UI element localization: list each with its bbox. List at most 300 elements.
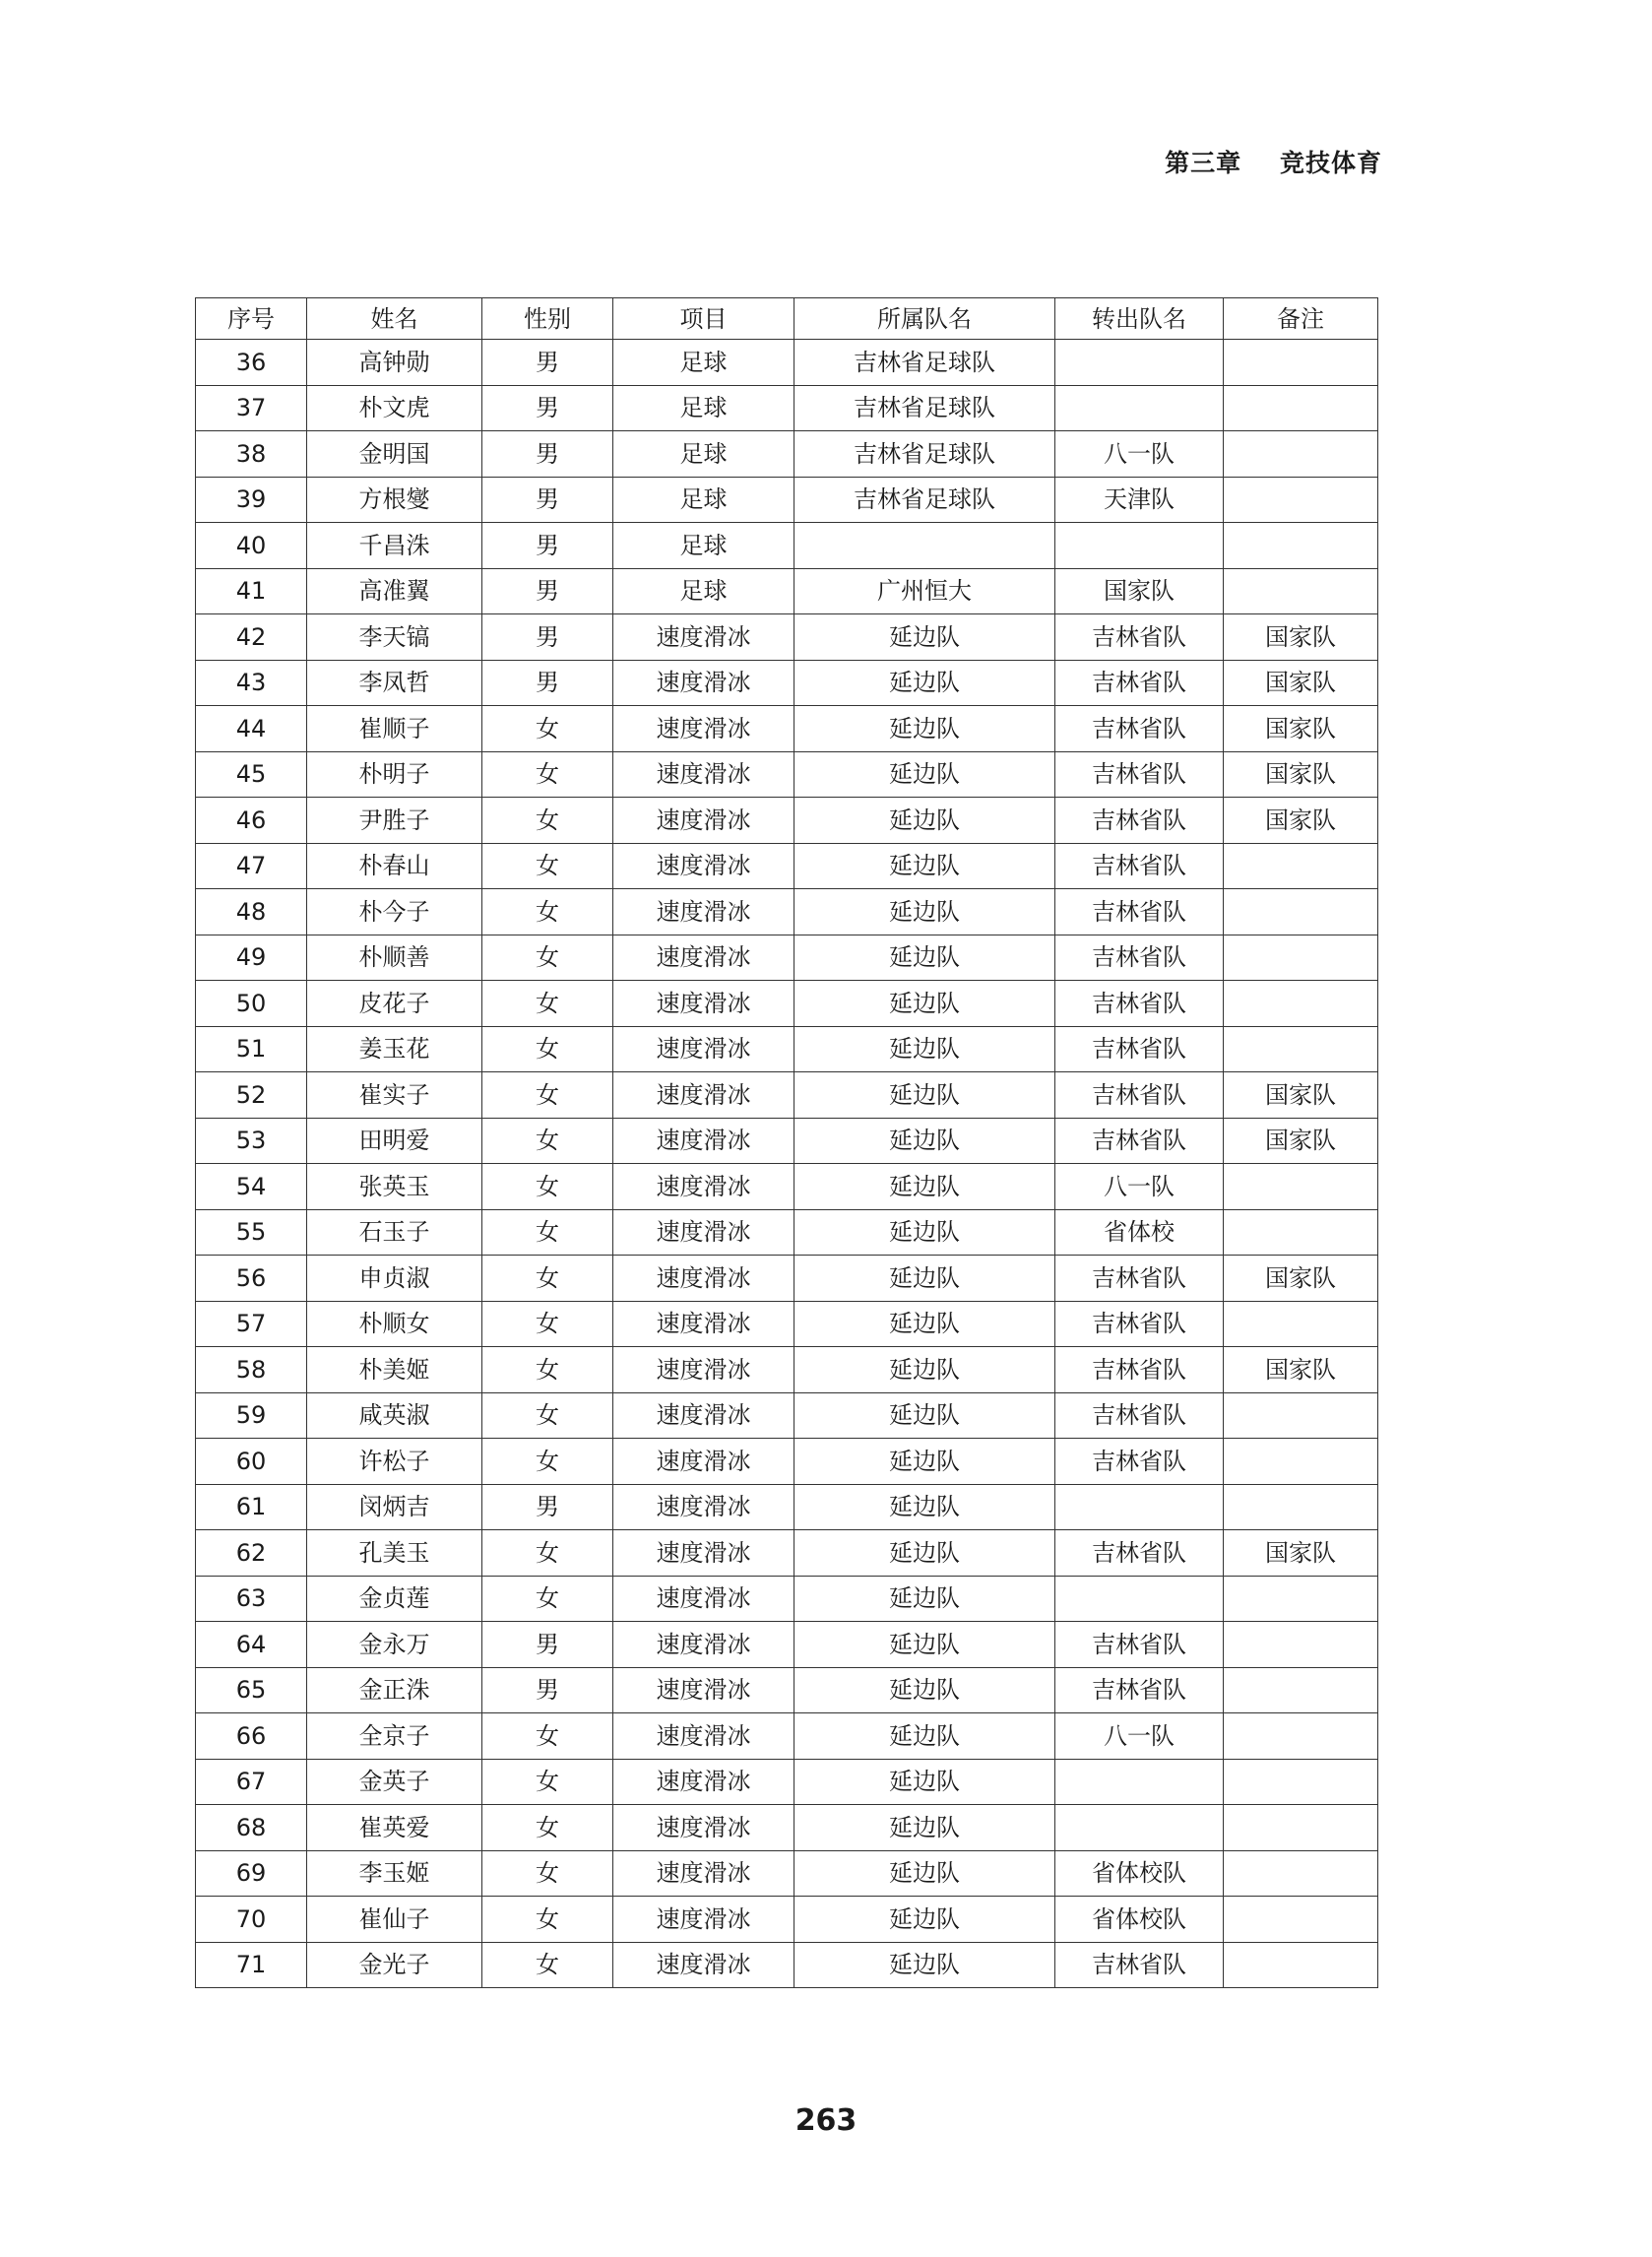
table-cell: 张英玉 xyxy=(307,1164,482,1210)
table-cell: 女 xyxy=(482,1347,613,1393)
table-cell: 速度滑冰 xyxy=(613,1118,794,1164)
table-cell: 女 xyxy=(482,1897,613,1943)
table-row xyxy=(196,843,1378,889)
table-cell: 65 xyxy=(196,1667,307,1713)
table-cell: 延边队 xyxy=(794,798,1055,844)
table-cell: 广州恒大 xyxy=(794,568,1055,614)
table-cell: 皮花子 xyxy=(307,981,482,1027)
table-cell: 延边队 xyxy=(794,1026,1055,1072)
column-header: 姓名 xyxy=(307,298,482,340)
table-cell: 55 xyxy=(196,1209,307,1256)
table-cell: 朴文虎 xyxy=(307,385,482,431)
table-cell: 女 xyxy=(482,1530,613,1577)
table-cell: 速度滑冰 xyxy=(613,1759,794,1805)
table-cell: 47 xyxy=(196,843,307,889)
table-row xyxy=(196,431,1378,478)
table-cell: 国家队 xyxy=(1224,1072,1378,1119)
table-cell: 女 xyxy=(482,1439,613,1485)
table-cell: 男 xyxy=(482,1622,613,1668)
table-cell: 许松子 xyxy=(307,1439,482,1485)
table-cell: 66 xyxy=(196,1713,307,1760)
table-header xyxy=(196,298,1378,340)
table-cell: 八一队 xyxy=(1055,431,1224,478)
table-row xyxy=(196,1392,1378,1439)
table-cell xyxy=(1224,1576,1378,1622)
table-row xyxy=(196,1897,1378,1943)
table-cell: 申贞淑 xyxy=(307,1256,482,1302)
table-cell: 女 xyxy=(482,751,613,798)
table-cell: 延边队 xyxy=(794,1759,1055,1805)
table-cell: 男 xyxy=(482,568,613,614)
table-cell: 吉林省队 xyxy=(1055,935,1224,981)
table-header-row xyxy=(196,298,1378,340)
section-title: 竞技体育 xyxy=(1279,149,1382,177)
table-cell: 延边队 xyxy=(794,1347,1055,1393)
table-cell: 速度滑冰 xyxy=(613,1713,794,1760)
table-cell: 69 xyxy=(196,1850,307,1897)
table-cell: 省体校 xyxy=(1055,1209,1224,1256)
table-cell xyxy=(1224,1301,1378,1347)
table-cell: 国家队 xyxy=(1055,568,1224,614)
table-row xyxy=(196,1576,1378,1622)
table-cell: 朴美姬 xyxy=(307,1347,482,1393)
table-cell: 37 xyxy=(196,385,307,431)
table-cell: 姜玉花 xyxy=(307,1026,482,1072)
table-cell: 延边队 xyxy=(794,1667,1055,1713)
table-cell: 59 xyxy=(196,1392,307,1439)
table-cell: 女 xyxy=(482,1026,613,1072)
table-cell: 延边队 xyxy=(794,1072,1055,1119)
table-cell: 女 xyxy=(482,1713,613,1760)
table-cell: 女 xyxy=(482,889,613,935)
table-cell: 国家队 xyxy=(1224,706,1378,752)
table-cell: 女 xyxy=(482,1164,613,1210)
table-cell: 速度滑冰 xyxy=(613,1942,794,1988)
table-cell: 速度滑冰 xyxy=(613,1164,794,1210)
table-cell: 女 xyxy=(482,1805,613,1851)
table-cell: 速度滑冰 xyxy=(613,889,794,935)
table-cell: 速度滑冰 xyxy=(613,1805,794,1851)
table-cell: 速度滑冰 xyxy=(613,1439,794,1485)
column-header: 所属队名 xyxy=(794,298,1055,340)
table-cell: 延边队 xyxy=(794,1164,1055,1210)
table-cell: 延边队 xyxy=(794,1897,1055,1943)
table-cell: 吉林省队 xyxy=(1055,751,1224,798)
table-cell: 国家队 xyxy=(1224,1256,1378,1302)
table-cell: 女 xyxy=(482,1576,613,1622)
table-cell xyxy=(1224,477,1378,523)
athlete-table xyxy=(195,297,1378,1988)
table-cell: 女 xyxy=(482,1072,613,1119)
table-cell: 石玉子 xyxy=(307,1209,482,1256)
table-cell: 金英子 xyxy=(307,1759,482,1805)
table-cell: 闵炳吉 xyxy=(307,1484,482,1530)
table-cell xyxy=(1224,568,1378,614)
table-cell: 足球 xyxy=(613,431,794,478)
table-cell: 延边队 xyxy=(794,706,1055,752)
table-cell xyxy=(1055,523,1224,569)
table-cell: 吉林省足球队 xyxy=(794,431,1055,478)
table-cell: 男 xyxy=(482,660,613,706)
table-cell xyxy=(1224,1897,1378,1943)
table-cell: 速度滑冰 xyxy=(613,1392,794,1439)
table-cell: 46 xyxy=(196,798,307,844)
table-cell: 吉林省队 xyxy=(1055,981,1224,1027)
table-cell xyxy=(1055,1805,1224,1851)
table-cell xyxy=(1055,1759,1224,1805)
table-cell: 延边队 xyxy=(794,1256,1055,1302)
page-header xyxy=(1165,144,1382,179)
table-row xyxy=(196,1530,1378,1577)
table-cell: 男 xyxy=(482,385,613,431)
table-cell: 女 xyxy=(482,981,613,1027)
table-cell: 男 xyxy=(482,477,613,523)
table-cell: 速度滑冰 xyxy=(613,751,794,798)
table-cell xyxy=(1224,385,1378,431)
table-cell: 女 xyxy=(482,1301,613,1347)
table-cell: 男 xyxy=(482,1484,613,1530)
table-row xyxy=(196,1347,1378,1393)
table-cell: 速度滑冰 xyxy=(613,1256,794,1302)
table-cell: 李天镐 xyxy=(307,614,482,661)
table-cell: 吉林省队 xyxy=(1055,798,1224,844)
table-row xyxy=(196,385,1378,431)
table-cell: 女 xyxy=(482,1256,613,1302)
table-cell: 吉林省队 xyxy=(1055,1530,1224,1577)
table-cell: 速度滑冰 xyxy=(613,1667,794,1713)
table-cell: 48 xyxy=(196,889,307,935)
table-cell xyxy=(1224,1439,1378,1485)
table-cell: 71 xyxy=(196,1942,307,1988)
table-cell: 53 xyxy=(196,1118,307,1164)
table-cell: 足球 xyxy=(613,523,794,569)
table-row xyxy=(196,1439,1378,1485)
table-cell xyxy=(1055,1576,1224,1622)
chapter-title: 第三章 xyxy=(1165,149,1242,177)
table-cell: 速度滑冰 xyxy=(613,706,794,752)
table-cell: 崔仙子 xyxy=(307,1897,482,1943)
table-cell: 38 xyxy=(196,431,307,478)
table-cell: 孔美玉 xyxy=(307,1530,482,1577)
table-cell: 朴春山 xyxy=(307,843,482,889)
table-cell: 天津队 xyxy=(1055,477,1224,523)
table-cell xyxy=(1224,1667,1378,1713)
table-cell xyxy=(1224,1392,1378,1439)
table-cell: 女 xyxy=(482,706,613,752)
table-cell: 54 xyxy=(196,1164,307,1210)
table-cell: 56 xyxy=(196,1256,307,1302)
table-row xyxy=(196,1850,1378,1897)
table-cell: 43 xyxy=(196,660,307,706)
table-cell: 39 xyxy=(196,477,307,523)
column-header: 备注 xyxy=(1224,298,1378,340)
table-row xyxy=(196,1209,1378,1256)
table-cell: 吉林省足球队 xyxy=(794,477,1055,523)
table-cell: 咸英淑 xyxy=(307,1392,482,1439)
table-cell: 朴今子 xyxy=(307,889,482,935)
table-cell: 吉林省队 xyxy=(1055,1439,1224,1485)
table-cell xyxy=(1224,523,1378,569)
table-cell: 延边队 xyxy=(794,1392,1055,1439)
table-cell: 李玉姬 xyxy=(307,1850,482,1897)
table-cell xyxy=(1055,1484,1224,1530)
table-cell: 速度滑冰 xyxy=(613,1026,794,1072)
table-cell: 45 xyxy=(196,751,307,798)
table-cell: 62 xyxy=(196,1530,307,1577)
table-cell xyxy=(1224,340,1378,386)
table-cell xyxy=(1224,981,1378,1027)
table-cell: 男 xyxy=(482,431,613,478)
table-cell: 吉林省队 xyxy=(1055,889,1224,935)
table-cell xyxy=(1055,385,1224,431)
table-cell: 吉林省队 xyxy=(1055,1118,1224,1164)
table-cell: 42 xyxy=(196,614,307,661)
table-cell: 41 xyxy=(196,568,307,614)
table-cell: 延边队 xyxy=(794,1484,1055,1530)
table-cell: 延边队 xyxy=(794,1301,1055,1347)
table-cell: 速度滑冰 xyxy=(613,981,794,1027)
table-cell: 足球 xyxy=(613,385,794,431)
table-cell: 男 xyxy=(482,340,613,386)
table-cell: 延边队 xyxy=(794,1530,1055,1577)
table-body xyxy=(196,340,1378,1988)
table-cell xyxy=(1224,431,1378,478)
column-header: 转出队名 xyxy=(1055,298,1224,340)
table-cell: 崔实子 xyxy=(307,1072,482,1119)
table-cell: 速度滑冰 xyxy=(613,1850,794,1897)
table-cell: 52 xyxy=(196,1072,307,1119)
table-row xyxy=(196,935,1378,981)
table-cell: 女 xyxy=(482,1209,613,1256)
table-cell xyxy=(1224,1850,1378,1897)
table-cell xyxy=(1224,1164,1378,1210)
table-cell: 金明国 xyxy=(307,431,482,478)
table-cell: 吉林省队 xyxy=(1055,1347,1224,1393)
table-cell: 70 xyxy=(196,1897,307,1943)
table-row xyxy=(196,889,1378,935)
table-cell: 高准翼 xyxy=(307,568,482,614)
table-cell xyxy=(1224,843,1378,889)
table-cell: 吉林省足球队 xyxy=(794,340,1055,386)
table-row xyxy=(196,751,1378,798)
table-cell: 速度滑冰 xyxy=(613,614,794,661)
table-cell: 速度滑冰 xyxy=(613,1301,794,1347)
table-cell: 国家队 xyxy=(1224,614,1378,661)
table-cell: 延边队 xyxy=(794,1439,1055,1485)
table-cell: 吉林省队 xyxy=(1055,1256,1224,1302)
table-cell: 速度滑冰 xyxy=(613,1897,794,1943)
table-cell: 延边队 xyxy=(794,751,1055,798)
table-cell: 速度滑冰 xyxy=(613,1530,794,1577)
table-cell: 金永万 xyxy=(307,1622,482,1668)
table-cell: 68 xyxy=(196,1805,307,1851)
table-cell: 40 xyxy=(196,523,307,569)
table-row xyxy=(196,523,1378,569)
table-cell: 国家队 xyxy=(1224,1347,1378,1393)
table-cell: 延边队 xyxy=(794,1622,1055,1668)
table-cell: 延边队 xyxy=(794,1118,1055,1164)
table-cell: 国家队 xyxy=(1224,660,1378,706)
table-cell: 速度滑冰 xyxy=(613,798,794,844)
table-cell xyxy=(1224,1622,1378,1668)
table-cell xyxy=(1224,1484,1378,1530)
table-cell: 李凤哲 xyxy=(307,660,482,706)
table-cell: 崔英爱 xyxy=(307,1805,482,1851)
table-row xyxy=(196,614,1378,661)
table-cell: 延边队 xyxy=(794,1850,1055,1897)
table-cell: 国家队 xyxy=(1224,751,1378,798)
table-cell xyxy=(1224,1713,1378,1760)
table-row xyxy=(196,1164,1378,1210)
table-cell: 延边队 xyxy=(794,660,1055,706)
table-row xyxy=(196,1301,1378,1347)
table-cell: 延边队 xyxy=(794,1209,1055,1256)
table-cell xyxy=(1224,889,1378,935)
table-cell xyxy=(1055,340,1224,386)
table-row xyxy=(196,1759,1378,1805)
table-row xyxy=(196,1118,1378,1164)
table-cell xyxy=(1224,1759,1378,1805)
table-row xyxy=(196,981,1378,1027)
table-cell: 田明爱 xyxy=(307,1118,482,1164)
table-row xyxy=(196,1484,1378,1530)
table-cell: 尹胜子 xyxy=(307,798,482,844)
table-row xyxy=(196,660,1378,706)
table-cell: 64 xyxy=(196,1622,307,1668)
table-row xyxy=(196,1072,1378,1119)
table-cell: 速度滑冰 xyxy=(613,843,794,889)
table-cell: 足球 xyxy=(613,340,794,386)
table-cell: 方根燮 xyxy=(307,477,482,523)
table-cell: 延边队 xyxy=(794,981,1055,1027)
table-cell: 女 xyxy=(482,1392,613,1439)
table-cell: 吉林省队 xyxy=(1055,706,1224,752)
table-cell: 吉林省队 xyxy=(1055,1026,1224,1072)
table-cell: 速度滑冰 xyxy=(613,660,794,706)
table-cell: 足球 xyxy=(613,477,794,523)
table-cell: 44 xyxy=(196,706,307,752)
table-cell: 女 xyxy=(482,1942,613,1988)
table-cell: 金贞莲 xyxy=(307,1576,482,1622)
table-cell: 速度滑冰 xyxy=(613,1209,794,1256)
table-cell: 男 xyxy=(482,1667,613,1713)
table-cell: 36 xyxy=(196,340,307,386)
table-cell: 速度滑冰 xyxy=(613,1484,794,1530)
table-cell: 女 xyxy=(482,1759,613,1805)
table-cell xyxy=(1224,1209,1378,1256)
table-cell: 国家队 xyxy=(1224,1530,1378,1577)
table-cell: 朴顺善 xyxy=(307,935,482,981)
table-cell: 金光子 xyxy=(307,1942,482,1988)
table-cell: 速度滑冰 xyxy=(613,1576,794,1622)
table-cell: 男 xyxy=(482,614,613,661)
table-cell xyxy=(1224,1805,1378,1851)
table-cell: 速度滑冰 xyxy=(613,935,794,981)
table-cell: 吉林省队 xyxy=(1055,660,1224,706)
table-cell: 吉林省队 xyxy=(1055,1622,1224,1668)
table-row xyxy=(196,1622,1378,1668)
table-cell: 速度滑冰 xyxy=(613,1347,794,1393)
table-row xyxy=(196,340,1378,386)
table-cell: 延边队 xyxy=(794,1713,1055,1760)
table-cell xyxy=(1224,935,1378,981)
table-row xyxy=(196,1667,1378,1713)
table-cell: 延边队 xyxy=(794,1805,1055,1851)
table-cell: 延边队 xyxy=(794,1576,1055,1622)
table-cell: 58 xyxy=(196,1347,307,1393)
page-number: 263 xyxy=(794,2103,858,2138)
table-cell xyxy=(794,523,1055,569)
table-cell: 崔顺子 xyxy=(307,706,482,752)
table-cell: 51 xyxy=(196,1026,307,1072)
table-cell: 国家队 xyxy=(1224,1118,1378,1164)
table-cell: 女 xyxy=(482,798,613,844)
table-cell: 吉林省队 xyxy=(1055,1301,1224,1347)
table-cell: 千昌洙 xyxy=(307,523,482,569)
table-cell: 女 xyxy=(482,935,613,981)
table-cell: 速度滑冰 xyxy=(613,1072,794,1119)
table-row xyxy=(196,1256,1378,1302)
table-cell: 延边队 xyxy=(794,935,1055,981)
table-row xyxy=(196,1713,1378,1760)
table-cell: 八一队 xyxy=(1055,1713,1224,1760)
table-cell: 朴明子 xyxy=(307,751,482,798)
table-cell: 高钟勋 xyxy=(307,340,482,386)
table-cell: 吉林省队 xyxy=(1055,1392,1224,1439)
table-cell: 朴顺女 xyxy=(307,1301,482,1347)
table-cell: 50 xyxy=(196,981,307,1027)
table-cell: 金正洙 xyxy=(307,1667,482,1713)
table-cell: 63 xyxy=(196,1576,307,1622)
table-cell: 67 xyxy=(196,1759,307,1805)
table-cell: 延边队 xyxy=(794,843,1055,889)
table-row xyxy=(196,1942,1378,1988)
table-cell: 延边队 xyxy=(794,889,1055,935)
table-cell: 吉林省足球队 xyxy=(794,385,1055,431)
table-cell: 足球 xyxy=(613,568,794,614)
table-row xyxy=(196,798,1378,844)
table-cell: 延边队 xyxy=(794,1942,1055,1988)
table-cell: 男 xyxy=(482,523,613,569)
table-cell: 全京子 xyxy=(307,1713,482,1760)
table-cell: 57 xyxy=(196,1301,307,1347)
column-header: 性别 xyxy=(482,298,613,340)
table-cell: 女 xyxy=(482,1850,613,1897)
table-cell: 延边队 xyxy=(794,614,1055,661)
table-cell: 吉林省队 xyxy=(1055,614,1224,661)
table-cell: 速度滑冰 xyxy=(613,1622,794,1668)
table-cell: 省体校队 xyxy=(1055,1897,1224,1943)
table-row xyxy=(196,1026,1378,1072)
table-cell: 49 xyxy=(196,935,307,981)
table-cell: 61 xyxy=(196,1484,307,1530)
table-cell xyxy=(1224,1026,1378,1072)
column-header: 项目 xyxy=(613,298,794,340)
table-cell: 60 xyxy=(196,1439,307,1485)
table-cell: 八一队 xyxy=(1055,1164,1224,1210)
column-header: 序号 xyxy=(196,298,307,340)
table-cell: 女 xyxy=(482,1118,613,1164)
table-cell: 国家队 xyxy=(1224,798,1378,844)
table-cell: 省体校队 xyxy=(1055,1850,1224,1897)
table-row xyxy=(196,706,1378,752)
table-cell: 女 xyxy=(482,843,613,889)
table-row xyxy=(196,1805,1378,1851)
table-cell xyxy=(1224,1942,1378,1988)
table-cell: 吉林省队 xyxy=(1055,843,1224,889)
table-row xyxy=(196,477,1378,523)
table-cell: 吉林省队 xyxy=(1055,1072,1224,1119)
